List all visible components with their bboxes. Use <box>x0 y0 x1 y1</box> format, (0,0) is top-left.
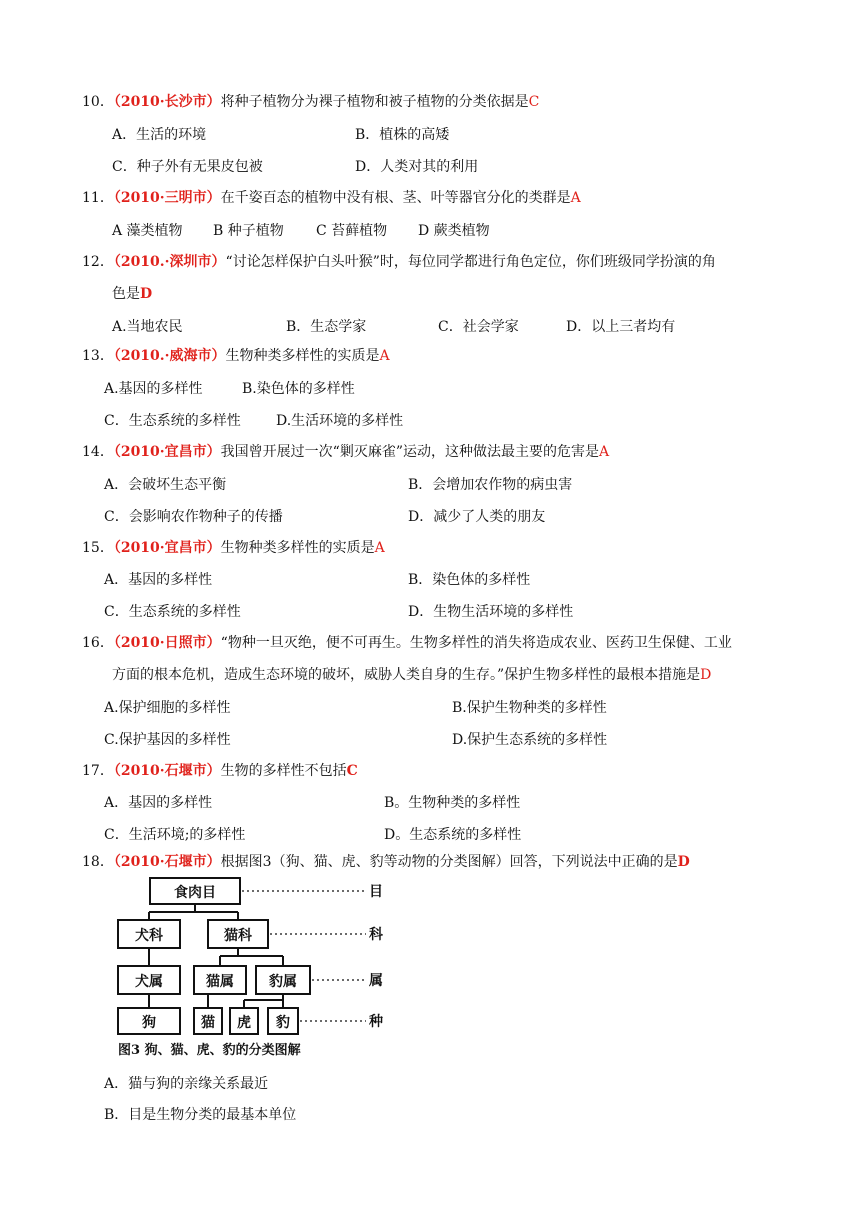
option: D．以上三者均有 <box>566 319 676 335</box>
option: D.保护生态系统的多样性 <box>452 732 608 748</box>
species-label: 虎 <box>237 1015 251 1031</box>
option: A.基因的多样性 <box>104 381 203 397</box>
source-tag: （2010·宜昌市） <box>113 444 221 460</box>
question-10: 10．（2010·长沙市）将种子植物分为裸子植物和被子植物的分类依据是C <box>82 94 540 110</box>
option: A．会破坏生态平衡 <box>104 477 227 493</box>
option: A．猫与狗的亲缘关系最近 <box>104 1076 269 1092</box>
answer: A <box>379 348 390 364</box>
answer: D <box>677 854 690 870</box>
question-12-cont: 色是D <box>112 286 153 302</box>
option: C 苔藓植物 <box>316 223 388 239</box>
source-tag: （2010.·深圳市） <box>113 254 226 270</box>
option: D 蕨类植物 <box>418 223 490 239</box>
option: B．生态学家 <box>286 319 367 335</box>
option: C．社会学家 <box>438 319 519 335</box>
option: D．生物生活环境的多样性 <box>408 604 574 620</box>
rank-label: 科 <box>369 927 383 943</box>
answer: D <box>700 667 712 683</box>
option: C．种子外有无果皮包被 <box>112 159 263 175</box>
order-label: 食肉目 <box>174 885 216 901</box>
option: D．人类对其的利用 <box>355 159 479 175</box>
question-text: “物种一旦灭绝，便不可再生。生物多样性的消失将造成农业、医药卫生保健、工业 <box>220 635 732 651</box>
question-17: 17．（2010·石堰市）生物的多样性不包括C <box>82 763 358 779</box>
option: A．基因的多样性 <box>104 795 213 811</box>
option: D．减少了人类的朋友 <box>408 509 546 525</box>
option: B.保护生物种类的多样性 <box>452 700 607 716</box>
source-tag: （2010·石堰市） <box>113 763 221 779</box>
source-tag: （2010·石堰市） <box>113 854 221 870</box>
option: B．植株的高矮 <box>355 127 450 143</box>
option: B．染色体的多样性 <box>408 572 531 588</box>
rank-label: 属 <box>369 973 383 989</box>
option: B 种子植物 <box>213 223 284 239</box>
rank-label: 种 <box>369 1014 383 1030</box>
question-text: “讨论怎样保护白头叶猴”时，每位同学都进行角色定位，你们班级同学扮演的角 <box>225 254 716 270</box>
option: C．会影响农作物种子的传播 <box>104 509 283 525</box>
rank-label: 目 <box>369 884 383 900</box>
source-tag: （2010·三明市） <box>113 190 221 206</box>
answer: A <box>570 190 581 206</box>
genus-label: 豹属 <box>269 974 297 990</box>
question-13: 13．（2010.·威海市）生物种类多样性的实质是A <box>82 348 390 364</box>
option: C．生态系统的多样性 <box>104 604 241 620</box>
option: A.当地农民 <box>112 319 183 335</box>
option: A．生活的环境 <box>112 127 207 143</box>
option: A．基因的多样性 <box>104 572 213 588</box>
genus-label: 犬属 <box>135 974 163 990</box>
question-14: 14．（2010·宜昌市）我国曾开展过一次“剿灭麻雀”运动，这种做法最主要的危害是A <box>82 444 610 460</box>
source-tag: （2010·宜昌市） <box>113 540 221 556</box>
question-16: 16．（2010·日照市）“物种一旦灭绝，便不可再生。生物多样性的消失将造成农业、医药卫生保健、工业 <box>82 635 732 651</box>
answer: D <box>140 286 153 302</box>
option: D。生态系统的多样性 <box>384 827 522 843</box>
species-label: 狗 <box>142 1015 156 1031</box>
genus-label: 猫属 <box>206 974 234 990</box>
option: B．会增加农作物的病虫害 <box>408 477 573 493</box>
option: B。生物种类的多样性 <box>384 795 521 811</box>
question-18: 18．（2010·石堰市）根据图3（狗、猫、虎、豹等动物的分类图解）回答，下列说法中正确的是D <box>82 854 690 870</box>
question-text: 生物种类多样性的实质是 <box>225 348 380 364</box>
source-tag: （2010·日照市） <box>113 635 221 651</box>
question-16-cont: 方面的根本危机，造成生态环境的破坏，威胁人类自身的生存。”保护生物多样性的最根本措施是D <box>112 667 712 683</box>
question-15: 15．（2010·宜昌市）生物种类多样性的实质是A <box>82 540 385 556</box>
source-tag: （2010·长沙市） <box>113 94 221 110</box>
option: C．生活环境;的多样性 <box>104 827 246 843</box>
species-label: 豹 <box>276 1015 290 1031</box>
answer: C <box>346 763 358 779</box>
question-text: 我国曾开展过一次“剿灭麻雀”运动，这种做法最主要的危害是 <box>220 444 599 460</box>
option: B．目是生物分类的最基本单位 <box>104 1107 297 1123</box>
family-label: 犬科 <box>135 928 163 944</box>
answer: C <box>528 94 540 110</box>
option: D.生活环境的多样性 <box>276 413 404 429</box>
question-text: 根据图3（狗、猫、虎、豹等动物的分类图解）回答，下列说法中正确的是 <box>220 854 678 870</box>
question-11: 11．（2010·三明市）在千姿百态的植物中没有根、茎、叶等器官分化的类群是A <box>82 190 581 206</box>
species-label: 猫 <box>201 1015 215 1031</box>
question-text: 在千姿百态的植物中没有根、茎、叶等器官分化的类群是 <box>220 190 571 206</box>
question-text: 将种子植物分为裸子植物和被子植物的分类依据是 <box>220 94 529 110</box>
option: C．生态系统的多样性 <box>104 413 241 429</box>
question-text: 生物的多样性不包括 <box>220 763 347 779</box>
taxonomy-diagram <box>108 874 398 1066</box>
family-label: 猫科 <box>224 928 252 944</box>
option: A 藻类植物 <box>112 223 183 239</box>
figure-caption: 图3 狗、猫、虎、豹的分类图解 <box>118 1043 301 1058</box>
option: A.保护细胞的多样性 <box>104 700 231 716</box>
option: C.保护基因的多样性 <box>104 732 231 748</box>
answer: A <box>599 444 610 460</box>
question-text: 生物种类多样性的实质是 <box>220 540 375 556</box>
question-12: 12．（2010.·深圳市）“讨论怎样保护白头叶猴”时，每位同学都进行角色定位，你们班级同学扮演的角 <box>82 254 716 270</box>
option: B.染色体的多样性 <box>242 381 355 397</box>
answer: A <box>374 540 385 556</box>
source-tag: （2010.·威海市） <box>113 348 226 364</box>
